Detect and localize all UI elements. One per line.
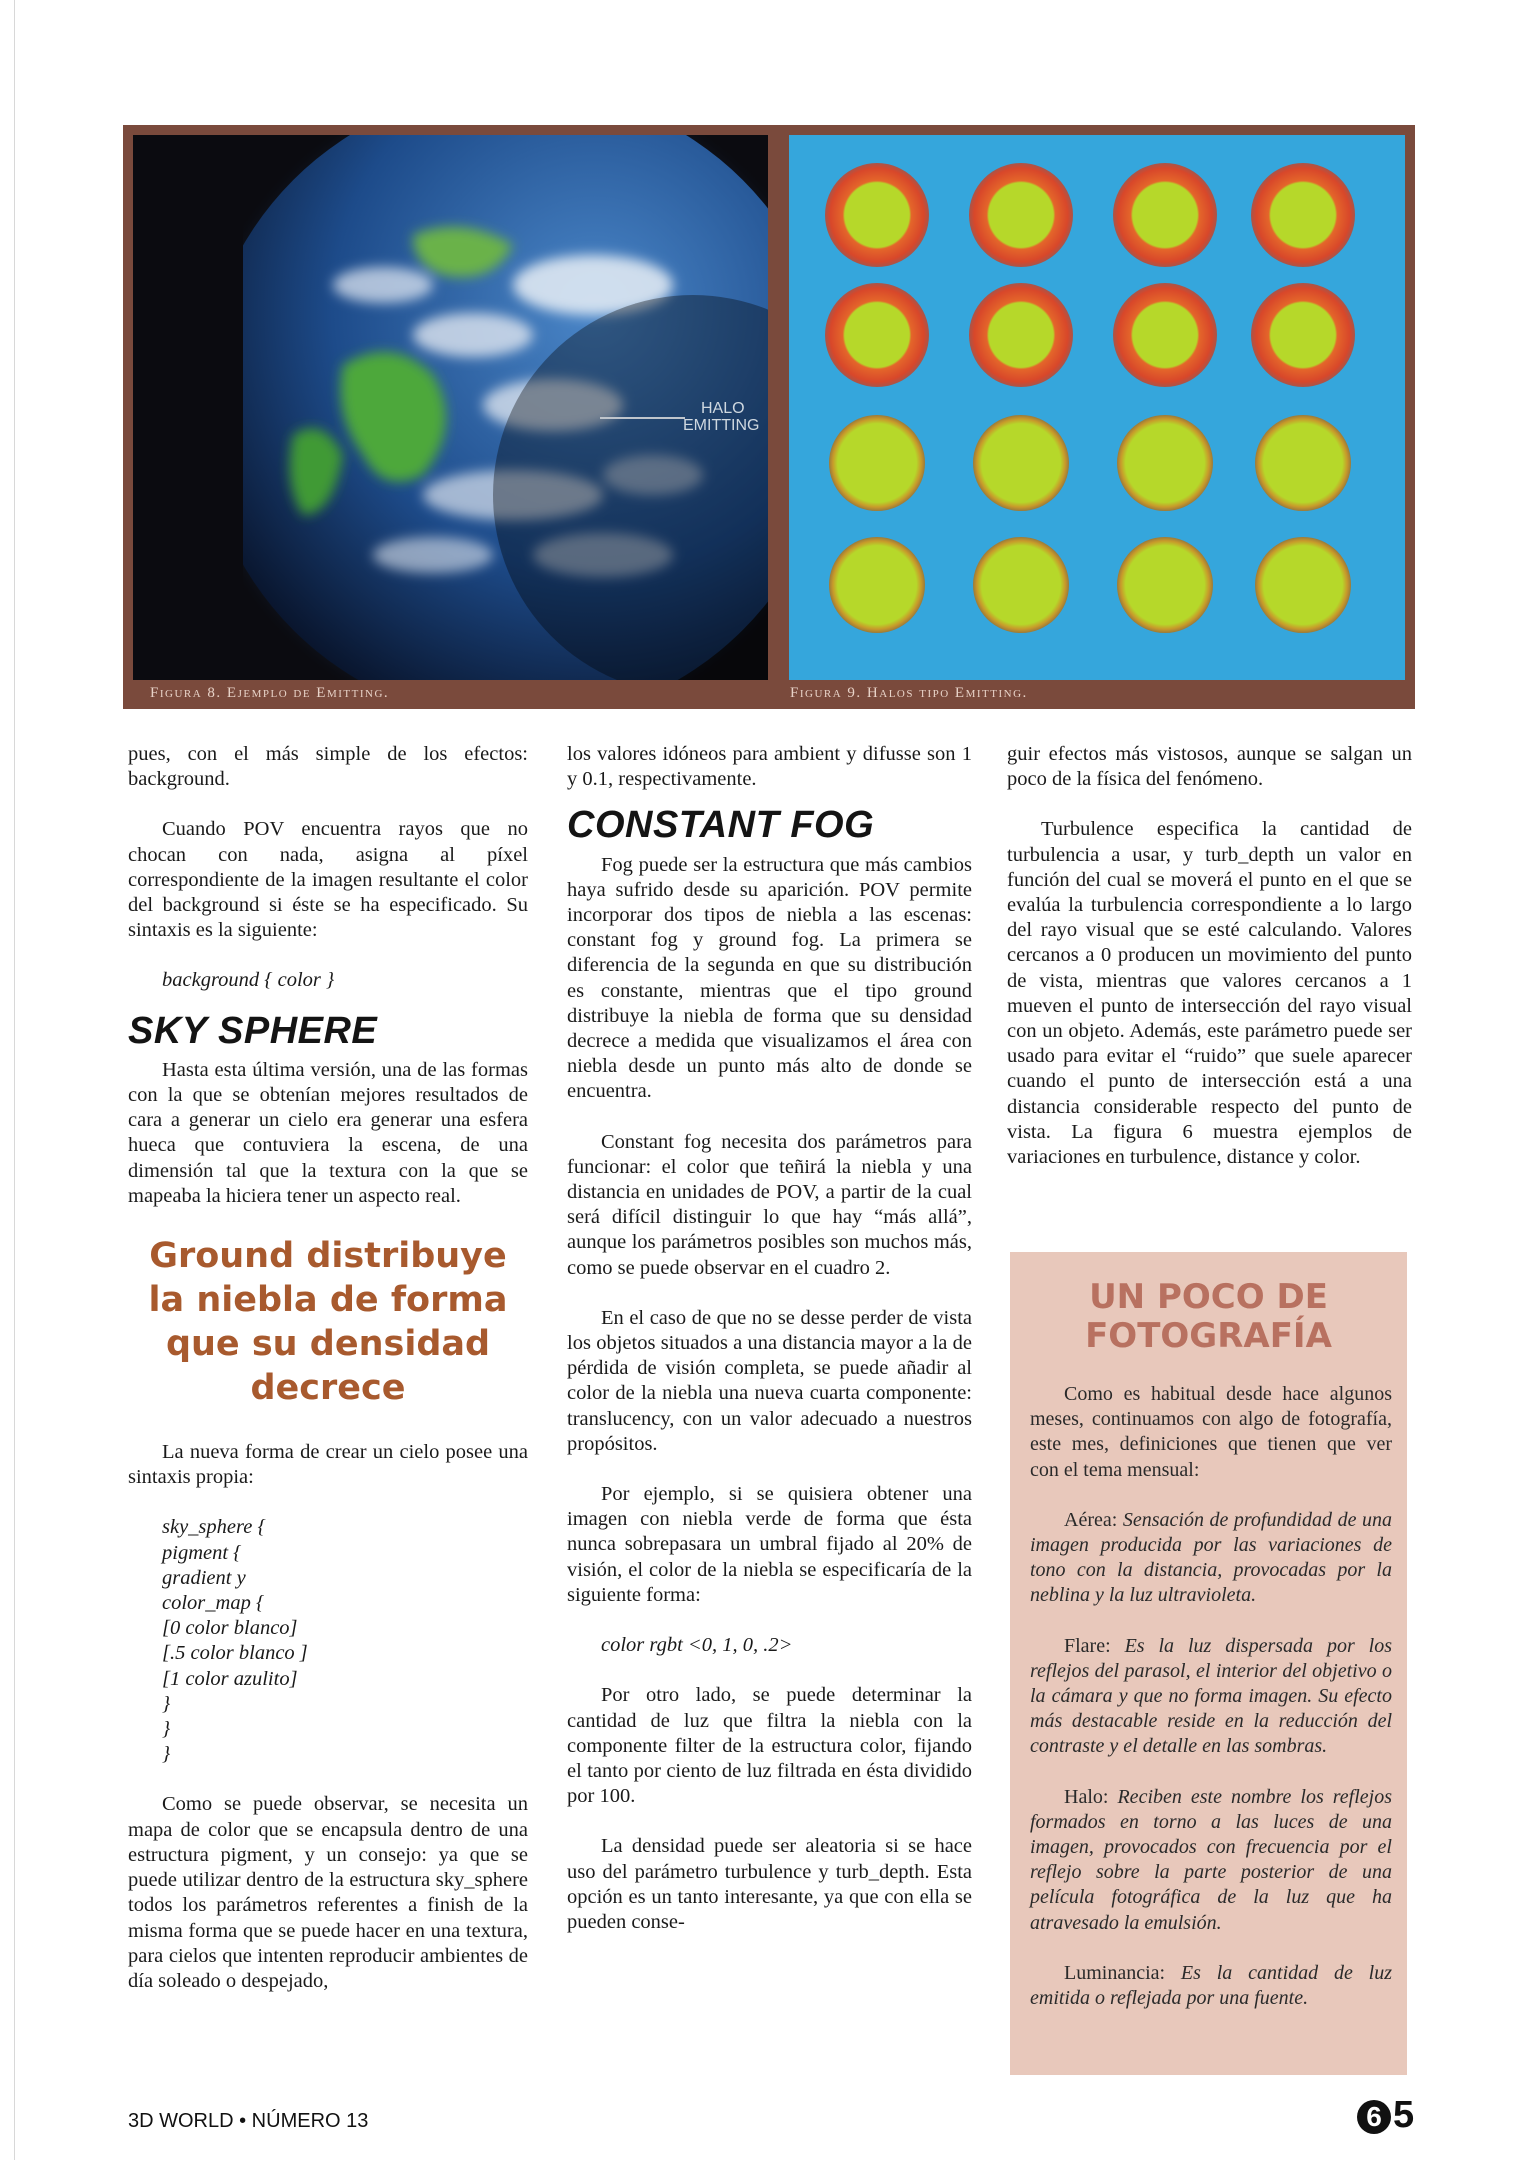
code-line: [0 color blanco] (162, 1617, 298, 1640)
col2-paragraph-3: Constant fog necesita dos parámetros para funcionar: el color que teñirá la niebla y una distancia en unidades de POV, a partir de la cual será difícil distinguir lo que hay “más allá”, aunque los parámetros posibles son muchos más, como se puede observar en el cuadro 2. (567, 1130, 972, 1279)
figure-9-halos-image (789, 135, 1405, 680)
sidebar-definition: Flare: Es la luz dispersada por los reflejos del parasol, el interior del objetivo o la cámara y que no forma imagen. Su efecto más destacable reside en la reducción del contraste y el detalle en las sombras. (1030, 1634, 1392, 1758)
sidebar-title: UN POCO DE FOTOGRAFÍA (1085, 1277, 1332, 1356)
col2-paragraph-6: Por otro lado, se puede determinar la cantidad de luz que filtra la niebla con la componente filter de la estructura color, fijando el tanto por ciento de luz filtrada en ésta dividido por 100. (567, 1684, 972, 1808)
code-line: } (162, 1718, 171, 1741)
col2-paragraph-7: La densidad puede ser aleatoria si se hace uso del parámetro turbulence y turb_depth. Esta opción es un tanto interesante, ya que con ella se pueden conse- (567, 1835, 972, 1933)
sidebar-intro: Como es habitual desde hace algunos meses, continuamos con algo de fotografía, este mes, definiciones que tienen que ver con el tema mensual: (1030, 1383, 1392, 1481)
halo-circle (829, 537, 925, 633)
sidebar-text (1030, 1382, 1392, 2036)
halo-grid (789, 135, 1405, 680)
halo-circle (973, 415, 1069, 511)
sidebar-definition: Halo: Reciben este nombre los reflejos formados en torno a las luces de una imagen, provocados con frecuencia por el reflejo sobre la parte posterior de una película fotográfica de la luz que ha atravesado la emulsión. (1030, 1785, 1393, 1934)
heading-sky-sphere: SKY SPHERE (128, 1009, 378, 1052)
earth-illustration (133, 135, 768, 680)
halo-circle (829, 415, 925, 511)
halo-circle (1255, 537, 1351, 633)
column-2 (567, 742, 972, 1960)
figure-8-earth-image (133, 135, 768, 680)
code-line: pigment { (162, 1541, 242, 1564)
halo-circle (969, 163, 1073, 267)
col1-paragraph-3: Hasta esta última versión, una de las formas con la que se obtenían mejores resultados de cara a generar un cielo era generar una esfera hueca que contuviera la escena, de una dimensión tal que la textura con la que se mapeaba la hiciera tener un aspecto real. (128, 1058, 528, 1207)
heading-constant-fog: CONSTANT FOG (567, 804, 875, 847)
code-line: [1 color azulito] (162, 1667, 298, 1690)
col2-paragraph-1: los valores idóneos para ambient y difusse son 1 y 0.1, respectivamente. (567, 743, 972, 791)
halo-circle (1251, 163, 1355, 267)
col1-paragraph-1: pues, con el más simple de los efectos: background. (128, 743, 528, 791)
halo-circle (969, 283, 1073, 387)
pull-quote: Ground distribuye la niebla de forma que su densidad decrece (148, 1236, 508, 1409)
page-number-digit: 5 (1393, 2094, 1415, 2136)
sidebar-definition: Luminancia: Es la cantidad de luz emitida o reflejada por una fuente. (1030, 1961, 1393, 2010)
col1-paragraph-2: Cuando POV encuentra rayos que no chocan con nada, asigna al píxel correspondiente de la imagen resultante el color del background si éste se ha especificado. Su sintaxis es la siguiente: (128, 818, 528, 942)
col1-paragraph-4: La nueva forma de crear un cielo posee una sintaxis propia: (128, 1441, 528, 1489)
col3-paragraph-1: guir efectos más vistosos, aunque se salgan un poco de la física del fenómeno. (1007, 743, 1412, 791)
halo-pointer-line (600, 417, 685, 419)
halo-circle (973, 537, 1069, 633)
column-1 (128, 742, 528, 2019)
column-3 (1007, 742, 1412, 1195)
col2-paragraph-5: Por ejemplo, si se quisiera obtener una imagen con niebla verde de forma que ésta nunca sobrepasara un umbral fijado al 20% de visión, el color de la niebla se especificaría de la siguiente forma: (567, 1483, 972, 1606)
col3-paragraph-2: Turbulence especifica la cantidad de turbulencia a usar, y turb_depth un valor en función del cual se moverá el punto en el que se evalúa la turbulencia correspondiente a lo largo del rayo visual que se esté calculando. Valores cercanos a 0 producen un movimiento del punto de vista, mientras que valores cercanos a 1 mueven el punto de intersección del rayo visual con un objeto. Además, este parámetro puede ser usado para evitar el “ruido” que suele aparecer cuando el punto de intersección está a una distancia considerable respecto del punto de vista. La figura 6 muestra ejemplos de variaciones en turbulence, distance y color. (1007, 818, 1412, 1169)
code-line: [.5 color blanco ] (162, 1642, 308, 1665)
code-line: color_map { (162, 1592, 265, 1615)
code-line: gradient y (162, 1566, 246, 1589)
sky-sphere-code (128, 1515, 528, 1767)
page-number (1357, 2094, 1414, 2137)
color-rgbt-code: color rgbt <0, 1, 0, .2> (601, 1634, 793, 1657)
figure-9-caption: Figura 9. Halos tipo Emitting. (790, 685, 1028, 701)
code-line: sky_sphere { (162, 1516, 266, 1539)
halo-circle (1255, 415, 1351, 511)
halo-circle (825, 163, 929, 267)
background-code: background { color } (162, 969, 335, 992)
halo-emitting-label: HALO EMITTING (683, 400, 760, 434)
code-line: } (162, 1692, 171, 1715)
halo-circle (1117, 415, 1213, 511)
halo-circle (825, 283, 929, 387)
halo-circle (1113, 283, 1217, 387)
col2-paragraph-4: En el caso de que no se desse perder de vista los objetos situados a una distancia mayor a la de pérdida de visión completa, se puede añadir al color de la niebla una nueva cuarta componente: translucency, con un valor adecuado a nuestros propósitos. (567, 1306, 972, 1455)
sidebar-definition: Aérea: Sensación de profundidad de una imagen producida por las variaciones de tono con la distancia, provocadas por la neblina y la luz ultravioleta. (1030, 1508, 1392, 1607)
halo-circle (1251, 283, 1355, 387)
col2-paragraph-2: Fog puede ser la estructura que más cambios haya sufrido desde su aparición. POV permite incorporar dos tipos de niebla a las escenas: constant fog y ground fog. La primera se diferencia de la segunda en que su distribución es constante, mientras que el tipo ground distribuye la niebla de forma que su densidad decrece a medida que visualizamos el área con niebla desde un punto más alto de donde se encuentra. (567, 853, 972, 1103)
halo-circle (1117, 537, 1213, 633)
page-number-circle: 6 (1357, 2100, 1391, 2134)
col1-paragraph-5: Como se puede observar, se necesita un mapa de color que se encapsula dentro de una estructura pigment, y un consejo: ya que se puede utilizar dentro de la estructura sky_sphere todos los parámetros referentes a finish de la misma forma que se puede hacer en una textura, para cielos que intenten reproducir ambientes de día soleado o despejado, (128, 1793, 528, 1992)
footer-magazine-issue: 3D WORLD • NÚMERO 13 (128, 2110, 369, 2132)
figure-8-caption: Figura 8. Ejemplo de Emitting. (150, 685, 390, 701)
page-edge (14, 0, 15, 2160)
halo-circle (1113, 163, 1217, 267)
code-line: } (162, 1743, 171, 1766)
